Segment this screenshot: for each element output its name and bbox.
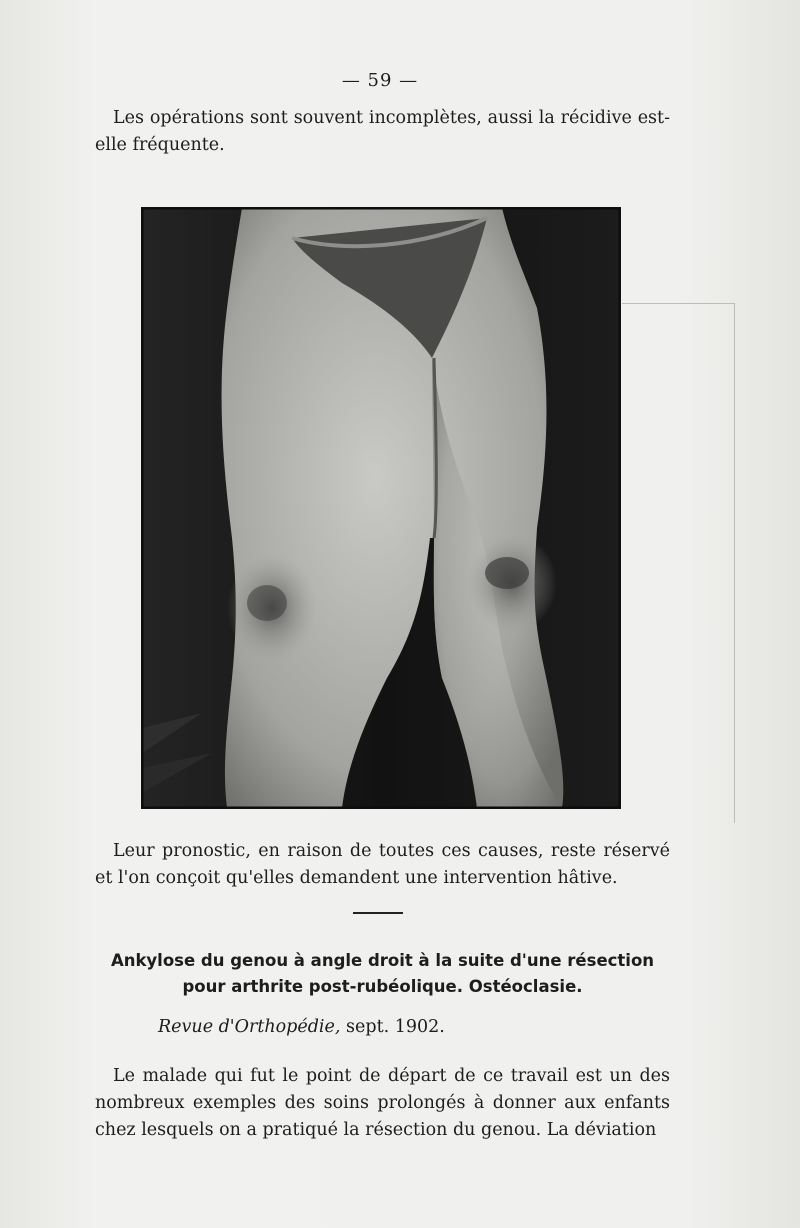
bleed-through-line [622,303,734,304]
source-citation [158,1017,445,1037]
source-journal: Revue d'Orthopédie, [158,1017,341,1037]
section-divider [353,912,403,914]
bleed-through-line [734,303,735,823]
paragraph-intro-text: Les opérations sont souvent incomplètes, aussi la récidive est-elle fréquente. [95,108,670,155]
page-number: — 59 — [341,70,419,91]
paragraph-prognosis [95,838,670,892]
paragraph-case-text: Le malade qui fut le point de départ de ce travail est un des nombreux exemples des soins prolongés à donner aux enfants chez lesquels on a pratiqué la résection du genou. La déviation [95,1066,670,1140]
section-heading: Ankylose du genou à angle droit à la suite d'une résection pour arthrite post-rubéolique. Ostéoclasie. [110,951,655,996]
paragraph-prognosis-text: Leur pronostic, en raison de toutes ces causes, reste réservé et l'on conçoit qu'elles demandent une intervention hâtive. [95,841,670,888]
source-date: sept. 1902. [346,1017,445,1037]
paragraph-case [95,1063,670,1144]
photograph-svg [142,208,620,808]
photograph-knees-icon [141,207,621,809]
paragraph-intro [95,105,670,159]
